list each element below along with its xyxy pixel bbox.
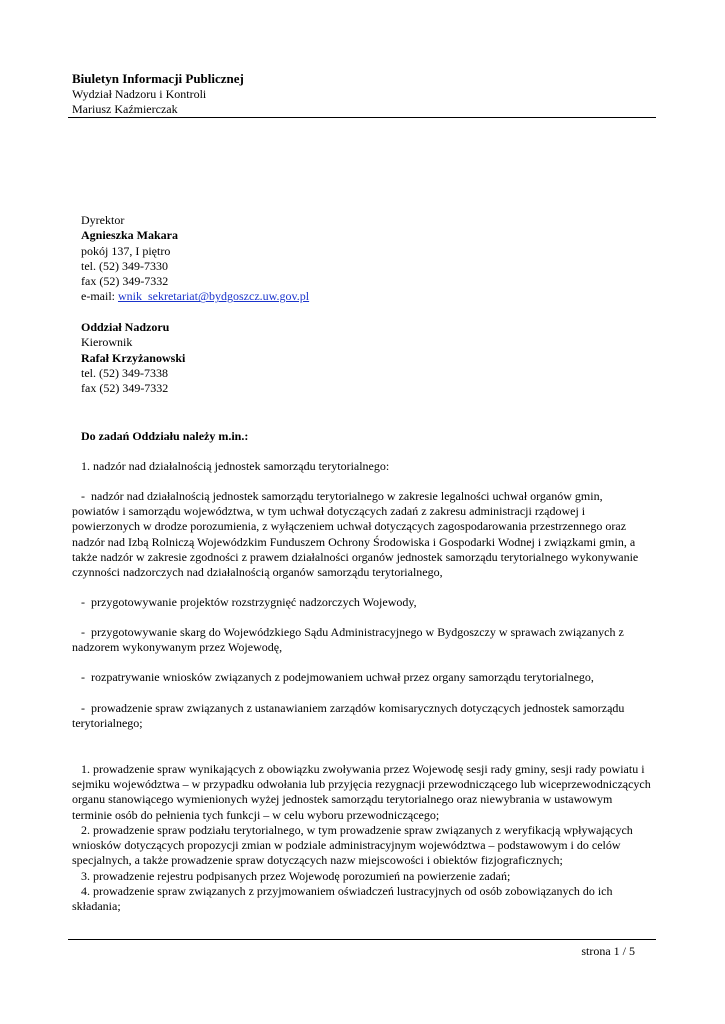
paragraph-10: 4. prowadzenie spraw związanych z przyjmowaniem oświadczeń lustracyjnych od osób zobowiązanych do ich składania; bbox=[72, 884, 616, 914]
unit-name: Oddział Nadzoru bbox=[81, 320, 170, 334]
unit-contact bbox=[81, 320, 641, 396]
document-header bbox=[72, 70, 657, 117]
page-number: strona 1 / 5 bbox=[581, 944, 635, 958]
director-phone: tel. (52) 349-7330 bbox=[81, 258, 168, 273]
paragraph-7: 1. prowadzenie spraw wynikających z obowiązku zwoływania przez Wojewodę sesji rady gminy, sesji rady powiatu i sejmiku województwa – w przypadku odwołania lub przyjęcia rezygnacji przewodniczącego lub wiceprzewodniczących organu stanowiącego wymienionych wyżej jednostek samorządu terytorialnego oraz niewybrania w ustawowym terminie osób do pełnienia tych funkcji – w celu wyboru przewodniczącego; bbox=[72, 762, 654, 822]
author-name: Mariusz Kaźmierczak bbox=[72, 102, 178, 116]
unit-fax: fax (52) 349-7332 bbox=[81, 381, 169, 396]
paragraph-1: 1. nadzór nad działalnością jednostek samorządu terytorialnego: bbox=[72, 459, 390, 473]
paragraph-5: - rozpatrywanie wniosków związanych z podejmowaniem uchwał przez organy samorządu terytorialnego, bbox=[72, 670, 594, 684]
paragraph-3: - przygotowywanie projektów rozstrzygnięć nadzorczych Wojewody, bbox=[72, 595, 417, 609]
director-role: Dyrektor bbox=[81, 213, 125, 227]
tasks-heading: Do zadań Oddziału należy m.in.: bbox=[81, 429, 249, 443]
director-email-row bbox=[81, 289, 641, 304]
header-divider bbox=[68, 117, 656, 118]
unit-head-name: Rafał Krzyżanowski bbox=[81, 350, 186, 365]
director-room: pokój 137, I piętro bbox=[81, 243, 171, 258]
footer-divider bbox=[68, 939, 656, 940]
paragraph-9: 3. prowadzenie rejestru podpisanych przez Wojewodę porozumień na powierzenie zadań; bbox=[72, 869, 511, 883]
director-contact bbox=[81, 213, 641, 305]
email-label: e-mail: bbox=[81, 289, 118, 304]
unit-head-role: Kierownik bbox=[81, 335, 133, 350]
director-name: Agnieszka Makara bbox=[81, 228, 178, 243]
paragraph-2: - nadzór nad działalnością jednostek samorządu terytorialnego w zakresie legalności uchwał organów gmin, powiatów i samorządu województwa, w tym uchwał dotyczących zadań z zakresu administracji rządowej i powierzonych w drodze porozumienia, z wyłączeniem uchwał dotyczących zagospodarowania przestrzennego oraz nadzór nad Izbą Rolniczą Wojewódzkim Funduszem Ochrony Środowiska i Gospodarki Wodnej i związkami gmin, a także nadzór w zakresie zgodności z prawem działalności organów jednostek samorządu terytorialnego wykonywanie czynności nadzorczych nad działalnością organów samorządu terytorialnego, bbox=[72, 489, 642, 580]
director-email-link[interactable]: wnik_sekretariat@bydgoszcz.uw.gov.pl bbox=[117, 289, 310, 304]
director-fax: fax (52) 349-7332 bbox=[81, 274, 169, 289]
paragraph-8: 2. prowadzenie spraw podziału terytorialnego, w tym prowadzenie spraw związanych z weryfikacją wpływających wniosków dotyczących propozycji zmian w podziale administracyjnym województwa – podstawowym i do celów specjalnych, a także prowadzenie spraw dotyczących nazw miejscowości i obiektów fizjograficznych; bbox=[72, 823, 636, 868]
document-title: Biuletyn Informacji Publicznej bbox=[72, 71, 244, 86]
department-name: Wydział Nadzoru i Kontroli bbox=[72, 87, 207, 101]
paragraph-6: - prowadzenie spraw związanych z ustanawianiem zarządów komisarycznych dotyczących jednostek samorządu terytorialnego; bbox=[72, 701, 628, 731]
paragraph-4: - przygotowywanie skarg do Wojewódzkiego Sądu Administracyjnego w Bydgoszczy w sprawach związanych z nadzorem wykonywanym przez Wojewodę, bbox=[72, 625, 627, 655]
unit-phone: tel. (52) 349-7338 bbox=[81, 365, 168, 380]
